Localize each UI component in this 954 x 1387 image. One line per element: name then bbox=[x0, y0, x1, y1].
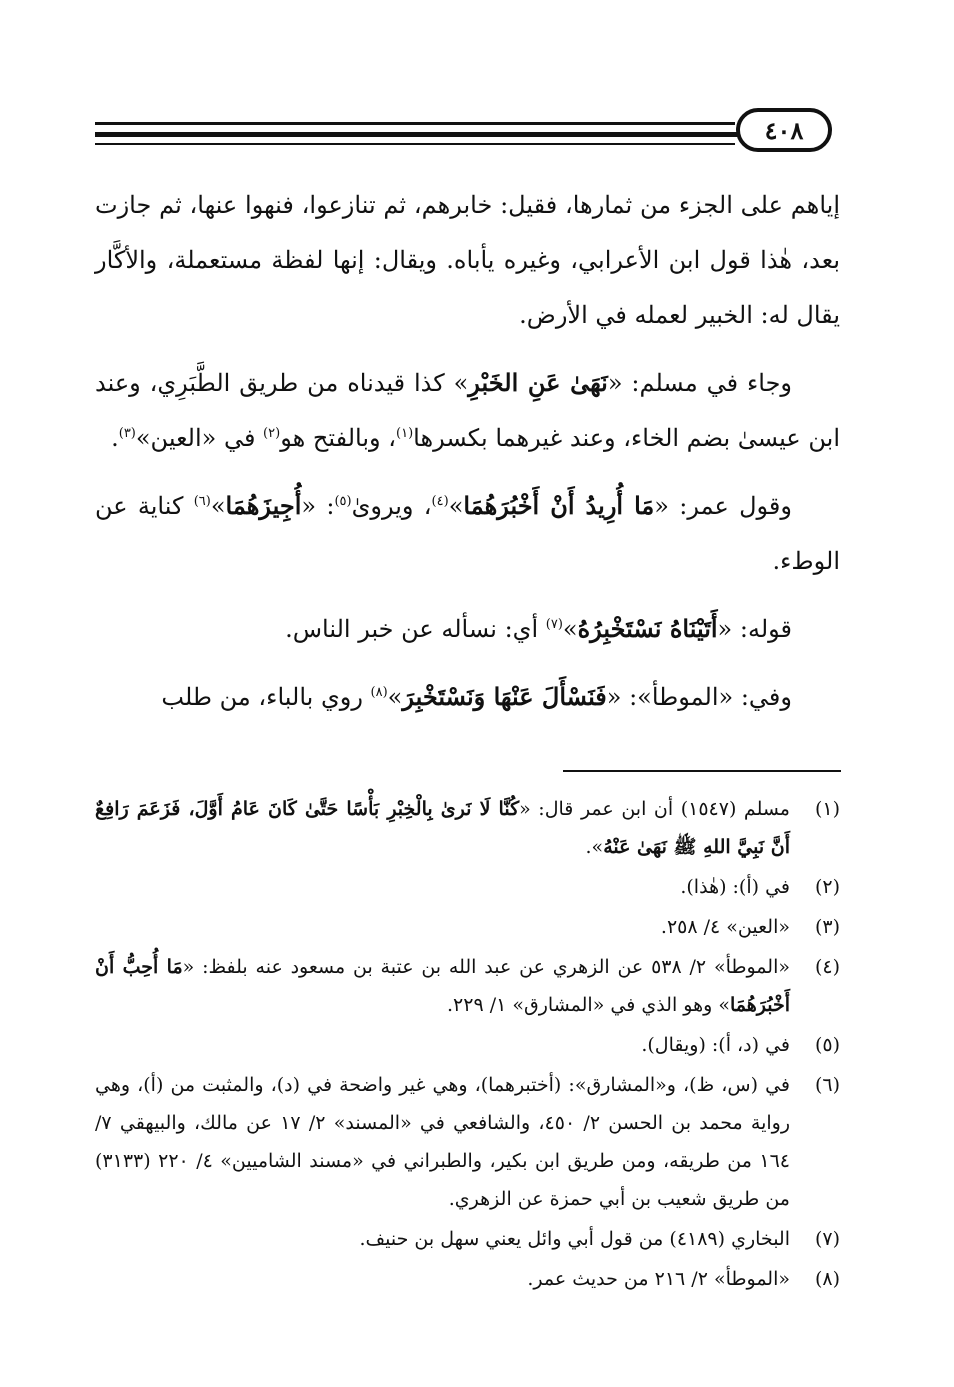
text-run: في (س، ظ)، و«المشارق»: (أختبرهما)، وهي غير واضحة في (د)، والمثبت من (أ)، وهي رواية محمد بن الحسن ٢/ ٤٥٠، والشافعي في «المسند» ٢/ ١٧ عن مالك، والبيهقي ٧/ ١٦٤ من طريقه، ومن طريق ابن بكير، والطبراني في «مسند الشاميين» ٤/ ٢٢٠ (٣١٣٣) من طريق شعيب بن أبي حمزة عن الزهري. bbox=[95, 1074, 791, 1210]
footnote-number: (٣) bbox=[814, 916, 840, 938]
footnote-ref: (٢) bbox=[263, 426, 281, 441]
footnote-ref: (٦) bbox=[193, 494, 211, 509]
footnote-ref: (١) bbox=[396, 426, 414, 441]
paragraph bbox=[95, 669, 840, 725]
text-run: روي بالباء، من طلب bbox=[161, 683, 371, 711]
text-run: » وهو الذي في «المشارق» ١/ ٢٢٩. bbox=[446, 994, 730, 1016]
quoted-text: مَا أُرِيدُ أَنْ أَخْبُرَهُمَا bbox=[463, 491, 655, 520]
footnote-ref: (٤) bbox=[431, 494, 449, 509]
footnotes bbox=[95, 790, 840, 1300]
paragraph bbox=[95, 478, 840, 589]
text-run: كناية عن الوطء. bbox=[95, 492, 840, 575]
footnote bbox=[95, 868, 840, 906]
footnote bbox=[95, 1260, 840, 1298]
footnote bbox=[95, 1066, 840, 1218]
paragraph bbox=[95, 601, 840, 657]
text-run: «الموطأ» ٢/ ٢١٦ من حديث عمر. bbox=[527, 1268, 790, 1290]
footnote-number: (٧) bbox=[814, 1228, 840, 1250]
footnote-separator bbox=[563, 770, 841, 772]
paragraph bbox=[95, 355, 840, 466]
text-run: في «العين» bbox=[135, 424, 264, 452]
paragraph bbox=[95, 178, 840, 343]
footnote-ref: (٧) bbox=[545, 617, 563, 632]
footnote-ref: (٨) bbox=[370, 685, 388, 700]
footnote-number: (١) bbox=[814, 798, 840, 820]
text-run: » bbox=[448, 492, 464, 520]
footnote bbox=[95, 1026, 840, 1064]
quoted-text: فَنَسْأَلَ عَنْهَا وَنَسْتَخْبِرَ bbox=[402, 682, 607, 711]
page-number: ٤٠٨ bbox=[736, 108, 832, 152]
text-run: وفي: «الموطأ»: « bbox=[606, 683, 792, 711]
main-text bbox=[95, 178, 840, 737]
text-run: أي: نسأله عن خبر الناس. bbox=[285, 615, 546, 643]
quoted-text: أُجِيزَهُمَا bbox=[225, 491, 302, 520]
text-run: مسلم (١٥٤٧) أن ابن عمر قال: « bbox=[519, 798, 790, 820]
footnote bbox=[95, 790, 840, 866]
quoted-text: أَتَيْنَاهُ نَسْتَخْبِرُهُ bbox=[577, 614, 718, 643]
text-run: . bbox=[111, 424, 119, 452]
text-run: البخاري (٤١٨٩) من قول أبي وائل يعني سهل بن حنيف. bbox=[359, 1228, 790, 1250]
text-run: قوله: « bbox=[717, 615, 792, 643]
page-header bbox=[95, 108, 840, 154]
text-run: ، ويروىٰ bbox=[351, 492, 432, 520]
footnote-ref: (٥) bbox=[334, 494, 352, 509]
text-run: وجاء في مسلم: « bbox=[607, 369, 793, 397]
text-run: إياهم على الجزء من ثمارها، فقيل: خابرهم، ثم تنازعوا، فنهوا عنها، ثم جازت بعد، هٰذا قول ابن الأعرابي، وغيره يأباه. ويقال: إنها لفظة مستعملة، والأكَّار يقال له: الخبير لعمله في الأرض. bbox=[95, 191, 840, 329]
footnote bbox=[95, 948, 840, 1024]
header-rule-top bbox=[95, 122, 735, 125]
quoted-text: كُنَّا لَا نَرىٰ بِالْخِبْرِ بَأْسًا حَتَّىٰ كَانَ عَامُ أَوَّلَ، فَزَعَمَ رَافِعٌ أَنَّ نَبِيَّ اللهِ ﷺ نَهَىٰ عَنْهُ bbox=[95, 798, 790, 858]
footnote-number: (٨) bbox=[814, 1268, 840, 1290]
footnote-number: (٢) bbox=[814, 876, 840, 898]
text-run: في (د، أ): (ويقال). bbox=[641, 1034, 790, 1056]
text-run: » كذا قيدناه من طريق الطَّبَرِي، وعند ابن عيسىٰ بضم الخاء، وعند غيرهما بكسرها bbox=[95, 369, 840, 452]
text-run: في (أ): (هٰذا). bbox=[680, 876, 790, 898]
text-run: » bbox=[387, 683, 403, 711]
quoted-text: نَهَىٰ عَنِ الخَبْرِ bbox=[468, 368, 608, 397]
footnote-number: (٤) bbox=[814, 956, 840, 978]
text-run: ». bbox=[585, 836, 604, 858]
header-rule-middle bbox=[95, 132, 755, 137]
text-run: : « bbox=[301, 492, 335, 520]
footnote bbox=[95, 1220, 840, 1258]
text-run: «الموطأ» ٢/ ٥٣٨ عن الزهري عن عبد الله بن عتبة بن مسعود عنه بلفظ: « bbox=[182, 956, 790, 978]
text-run: وقول عمر: « bbox=[654, 492, 792, 520]
footnote-number: (٥) bbox=[814, 1034, 840, 1056]
quoted-text: مَا أُحِبُّ أَنْ أَخْبُرَهُمَا bbox=[95, 956, 790, 1016]
footnote bbox=[95, 908, 840, 946]
text-run: ، وبالفتح هو bbox=[280, 424, 397, 452]
header-rule-bottom bbox=[95, 143, 735, 145]
footnote-number: (٦) bbox=[814, 1074, 840, 1096]
text-run: » bbox=[210, 492, 226, 520]
text-run: » bbox=[562, 615, 578, 643]
text-run: «العين» ٤/ ٢٥٨. bbox=[660, 916, 790, 938]
footnote-ref: (٣) bbox=[118, 426, 136, 441]
